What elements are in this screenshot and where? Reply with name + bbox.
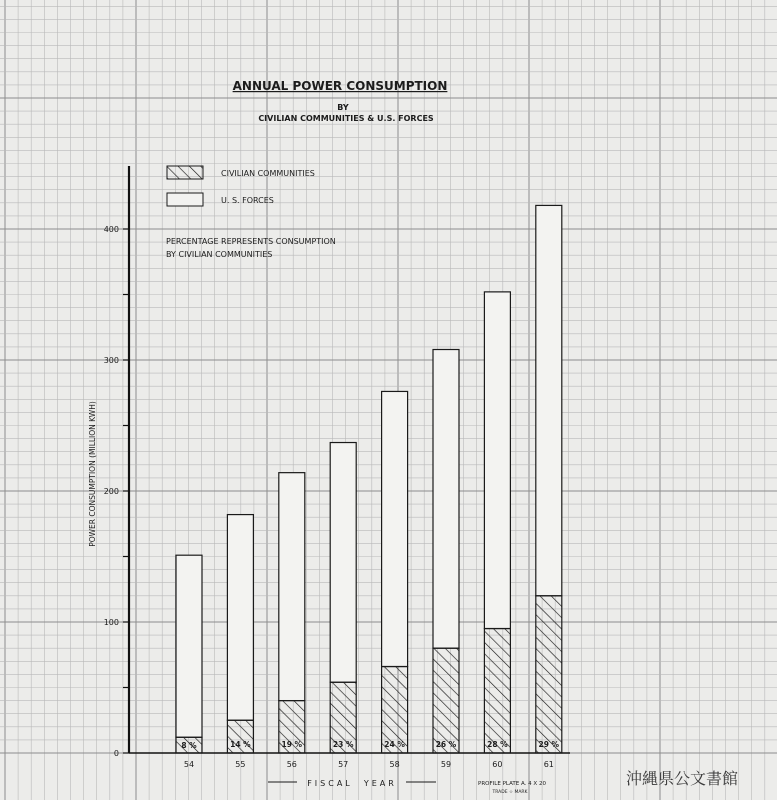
- x-tick-label: 61: [543, 760, 554, 769]
- bar-us-forces: [330, 443, 356, 683]
- x-axis-label: FISCAL YEAR: [307, 779, 397, 788]
- bar-us-forces: [176, 555, 202, 737]
- y-tick-label: 200: [103, 487, 119, 496]
- bar-us-forces: [484, 292, 510, 629]
- bar-us-forces: [227, 515, 253, 721]
- bar-us-forces: [279, 473, 305, 701]
- legend-swatch-us-forces: [167, 193, 203, 206]
- chart-title: ANNUAL POWER CONSUMPTION: [232, 79, 448, 93]
- data-label-percentage: 26 %: [435, 740, 457, 749]
- x-tick-label: 54: [183, 760, 195, 769]
- data-label-percentage: 14 %: [230, 740, 251, 749]
- archive-watermark: 沖縄県公文書館: [625, 769, 739, 788]
- chart-subtitle-by: BY: [337, 103, 349, 112]
- data-label-percentage: 19 %: [281, 740, 303, 749]
- paper-imprint-line-1: PROFILE PLATE A. 4 X 20: [478, 781, 546, 787]
- legend-label-civilian: CIVILIAN COMMUNITIES: [221, 169, 315, 178]
- x-tick-label: 58: [389, 760, 400, 769]
- annotation-line-1: PERCENTAGE REPRESENTS CONSUMPTION: [166, 237, 336, 246]
- paper-imprint-line-2: TRADE ☆ MARK: [492, 790, 528, 795]
- y-axis-label: POWER CONSUMPTION (MILLION KWH): [88, 401, 97, 547]
- bar-us-forces: [536, 205, 562, 595]
- data-label-percentage: 28 %: [487, 740, 508, 749]
- data-label-percentage: 24 %: [384, 740, 405, 749]
- x-tick-label: 57: [338, 760, 349, 769]
- legend-label-us-forces: U. S. FORCES: [221, 196, 274, 205]
- bar-civilian: [484, 629, 510, 753]
- y-tick-label: 300: [103, 356, 119, 365]
- x-tick-label: 59: [440, 760, 452, 769]
- x-tick-label: 60: [492, 760, 503, 769]
- chart-subtitle: CIVILIAN COMMUNITIES & U.S. FORCES: [258, 114, 434, 123]
- data-label-percentage: 29 %: [538, 740, 560, 749]
- data-label-percentage: 8 %: [181, 741, 197, 751]
- x-tick-label: 55: [235, 760, 246, 769]
- x-tick-label: 56: [286, 760, 297, 769]
- bar-us-forces: [382, 391, 408, 666]
- bar-us-forces: [433, 350, 459, 649]
- bar-civilian: [433, 648, 459, 753]
- bar-civilian: [536, 596, 562, 753]
- annotation-line-2: BY CIVILIAN COMMUNITIES: [166, 250, 273, 259]
- y-tick-label: 400: [103, 225, 119, 234]
- y-tick-label: 100: [103, 618, 119, 627]
- data-label-percentage: 23 %: [332, 740, 354, 749]
- y-tick-label: 0: [113, 749, 119, 758]
- legend-swatch-civilian: [167, 166, 203, 179]
